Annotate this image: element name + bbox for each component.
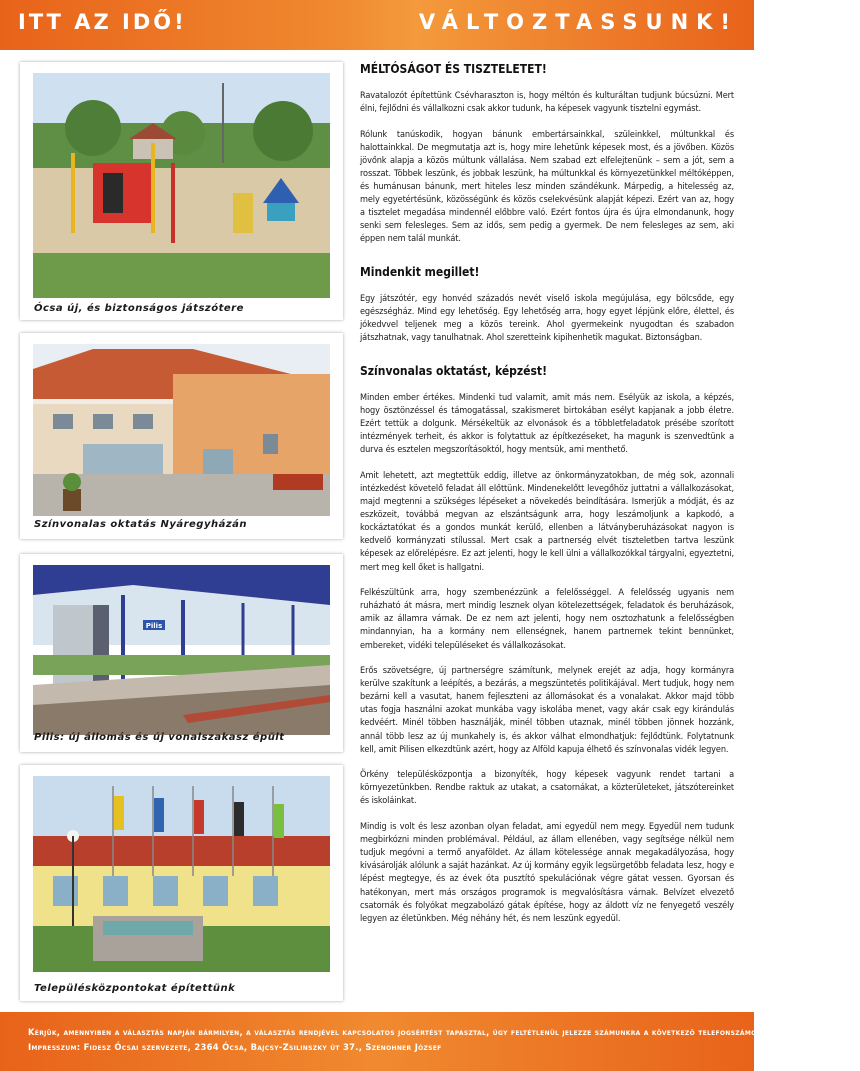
paragraph: Felkészültünk arra, hogy szembenézzünk a felelősséggel. A felelősség ugyanis nem ruházható át másra, mert mindig lesznek olyan kötelezettségek, feladatok és beruházások, amik az államra várnak. De ez nem azt jelenti, hogy nem osztozhatunk a felelősségben mindannyian, ha a kormány nem ellenségnek, hanem partnernek tekint bennünket, embereket, vidéki településeket és vállalkozásokat. bbox=[360, 588, 734, 651]
paragraph: Minden ember értékes. Mindenki tud valamit, amit más nem. Esélyük az iskola, a képzés, hogy ösztönzéssel és támogatással, szakismeret birtokában esélyt kapjanak a jobb életre. Ezért tettük a dolgunk. Mérsékeltük az elvonások és a többletfeladatok présébe szorított intézmények terheit, és akkor is folytattuk az építkezéseket, ha magunk is szenvedtünk a durva és esztelen megszorításoktól, hogy mentsük, ami menthető. bbox=[360, 392, 734, 456]
photo-caption: Településközpontokat építettünk bbox=[34, 983, 236, 994]
school-photo bbox=[33, 344, 330, 516]
footer-phone-number: 06 20 5743259 bbox=[768, 1026, 860, 1038]
article-text-column bbox=[360, 62, 734, 938]
photo-frame-town-center bbox=[20, 765, 343, 1001]
footer-impressum: Impresszum: Fidesz Ócsai szervezete, 2364 Ócsa, Bajcsy-Zsilinszky út 37., Szenohner József bbox=[28, 1042, 442, 1052]
paragraph: Erős szövetségre, új partnerségre számítunk, melynek erejét az adja, hogy kormányra kerülve szakítunk a leépítés, a bezárás, a megszüntetés politikájával. Mert tudjuk, hogy nem bezárni kell a vasutat, hanem fejleszteni az állomásokat és a vonalakat. Akkor majd több utas fogja használni azokat munkába vagy iskolába menet, vagy akár csak egy kirándulás kedvéért. Minél többen használják, minél többen utaznak, minél többen jönnek hozzánk, annál több lesz az új munkahely is, és akkor válhat elmondhatjuk: fejlődtünk. Folytatnunk kell, amit Pilisen elkezdtünk azért, hogy az Alföld kapuja élhető és színvonalas vidék legyen. bbox=[360, 666, 734, 755]
section-title: Színvonalas oktatást, képzést! bbox=[360, 363, 547, 378]
header-slogan-left: ITT AZ IDŐ! bbox=[18, 10, 187, 34]
station-photo bbox=[33, 565, 330, 735]
section-title: Mindenkit megillet! bbox=[360, 265, 480, 280]
paragraph: Rólunk tanúskodik, hogyan bánunk embertársainkkal, szüleinkkel, múltunkkal és halottainkkal. De megmutatja azt is, hogy mire lehetünk képesek most, és a jövőben. Közös jövőnk alapja a közös múltunk vállalása. Nem szabad ezt elfelejtenünk – sem a jót, sem a rosszat. Többek leszünk, és jobbak leszünk, ha múltunkkal és környezetünkkel méltóképpen, és humánusan bánunk, mert hiteles lesz minden szándékunk. Márpedig, a hitelesség az, mely egyetértésünk, közösségünk és közös cselekvésünk alapját képezi. Ezért van az, hogy a tisztelet megadása mindennél előbbre való. Ezért fontos újra és újra elmondanunk, hogy senki sem felesleges. Sem az idős, sem pedig a gyermek. De nem felesleges az sem, aki éppen nem talál munkát. bbox=[360, 129, 734, 245]
photo-caption: Ócsa új, és biztonságos játszótere bbox=[34, 303, 244, 314]
photo-caption: Színvonalas oktatás Nyáregyházán bbox=[34, 519, 248, 530]
paragraph: Amit lehetett, azt megtettük eddig, illetve az önkormányzatokban, de még sok, azonnali intézkedést követelő feladat áll előttünk. Mindenekelőtt levegőhöz juttatni a vállalkozásokat, majd megtenni a szükséges lépéseket a növekedés beindítására. Ismerjük a módját, és az eszközeit, továbbá megvan az elszántságunk arra, hogy leszámoljunk a kapkodó, a kockáztatókat és a gondos munkát kerülő, ellenben a látványberuházásokat nagyon is kedvelő kormányzati stílussal. Mert csak a partnerség elvét tiszteletben tartva leszünk képesek az előrelépésre. Ez azt jelenti, hogy le kell ülni a vállalkozókkal tárgyalni, egyeztetni, mert meg kell őket is hallgatni. bbox=[360, 470, 734, 573]
station-sign: Pilis bbox=[145, 622, 163, 630]
town-center-photo bbox=[33, 776, 330, 972]
paragraph: Ravatalozót építettünk Csévharaszton is, hogy méltón és kulturáltan tudjunk búcsúzni. Mert élni, fejlődni és vállalkozni csak akkor tudunk, ha képesek vagyunk tisztelni egymást. bbox=[360, 91, 734, 115]
paragraph: Örkény településközpontja a bizonyíték, hogy képesek vagyunk rendet tartani a környezetünkben. Rendbe raktuk az utakat, a csatornákat, a közterületeket, játszótereinket és iskoláinkat. bbox=[360, 770, 734, 807]
photo-caption: Pilis: új állomás és új vonalszakasz épült bbox=[34, 732, 285, 743]
photo-frame-school bbox=[20, 333, 343, 539]
footer-notice bbox=[28, 1026, 860, 1038]
photo-frame-station bbox=[20, 554, 343, 752]
footer-notice-text: Kérjük, amennyiben a választás napján bármilyen, a választás rendjével kapcsolatos jogsértést tapasztal, úgy feltétlenül jelezze számunkra a következő telefonszámon: bbox=[28, 1027, 766, 1037]
section-title: MÉLTÓSÁGOT ÉS TISZTELETET! bbox=[360, 62, 547, 76]
photo-frame-playground bbox=[20, 62, 343, 320]
playground-photo bbox=[33, 73, 330, 298]
page-header bbox=[0, 0, 754, 50]
header-slogan-right: VÁLTOZTASSUNK! bbox=[418, 10, 738, 34]
page-footer bbox=[0, 1012, 860, 1071]
paragraph: Egy játszótér, egy honvéd századós nevét viselő iskola megújulása, egy bölcsőde, egy egészségház. Mind egy lehetőség. Egy lehetőség arra, hogy egyet lépjünk előre, élettel, és jókedvvel teljenek meg a közös tereink. Ahol gyermekeink nyugodtan és szabadon játszhatnak, vagy tanulhatnak. Ahol szeretteink kipihenhetik magukat. Biztonságban. bbox=[360, 294, 734, 344]
paragraph: Mindig is volt és lesz azonban olyan feladat, ami egyedül nem megy. Egyedül nem tudunk megbirkózni minden problémával. Például, az állam ellenében, vagy segítsége nélkül nem tudjuk megóvni a termő anyaföldet. Az állam kötelessége annak megakadályozása, hogy kivásárolják alólunk a saját hazánkat. Az új kormány egyik legsürgetőbb feladata lesz, hogy e lépést megtegye, és az évek óta pusztító spekulációnak végre gátat vessen. Gyorsan és hatékonyan, mert más országos programok is megvalósításra várnak. Belvízet elvezető csatornák és folyókat megzabolázó gátak építése, hogy az áldott víz ne fenyegető veszély legyen az életünkben. Még néhány hét, és nem leszünk egyedül. bbox=[360, 822, 735, 924]
